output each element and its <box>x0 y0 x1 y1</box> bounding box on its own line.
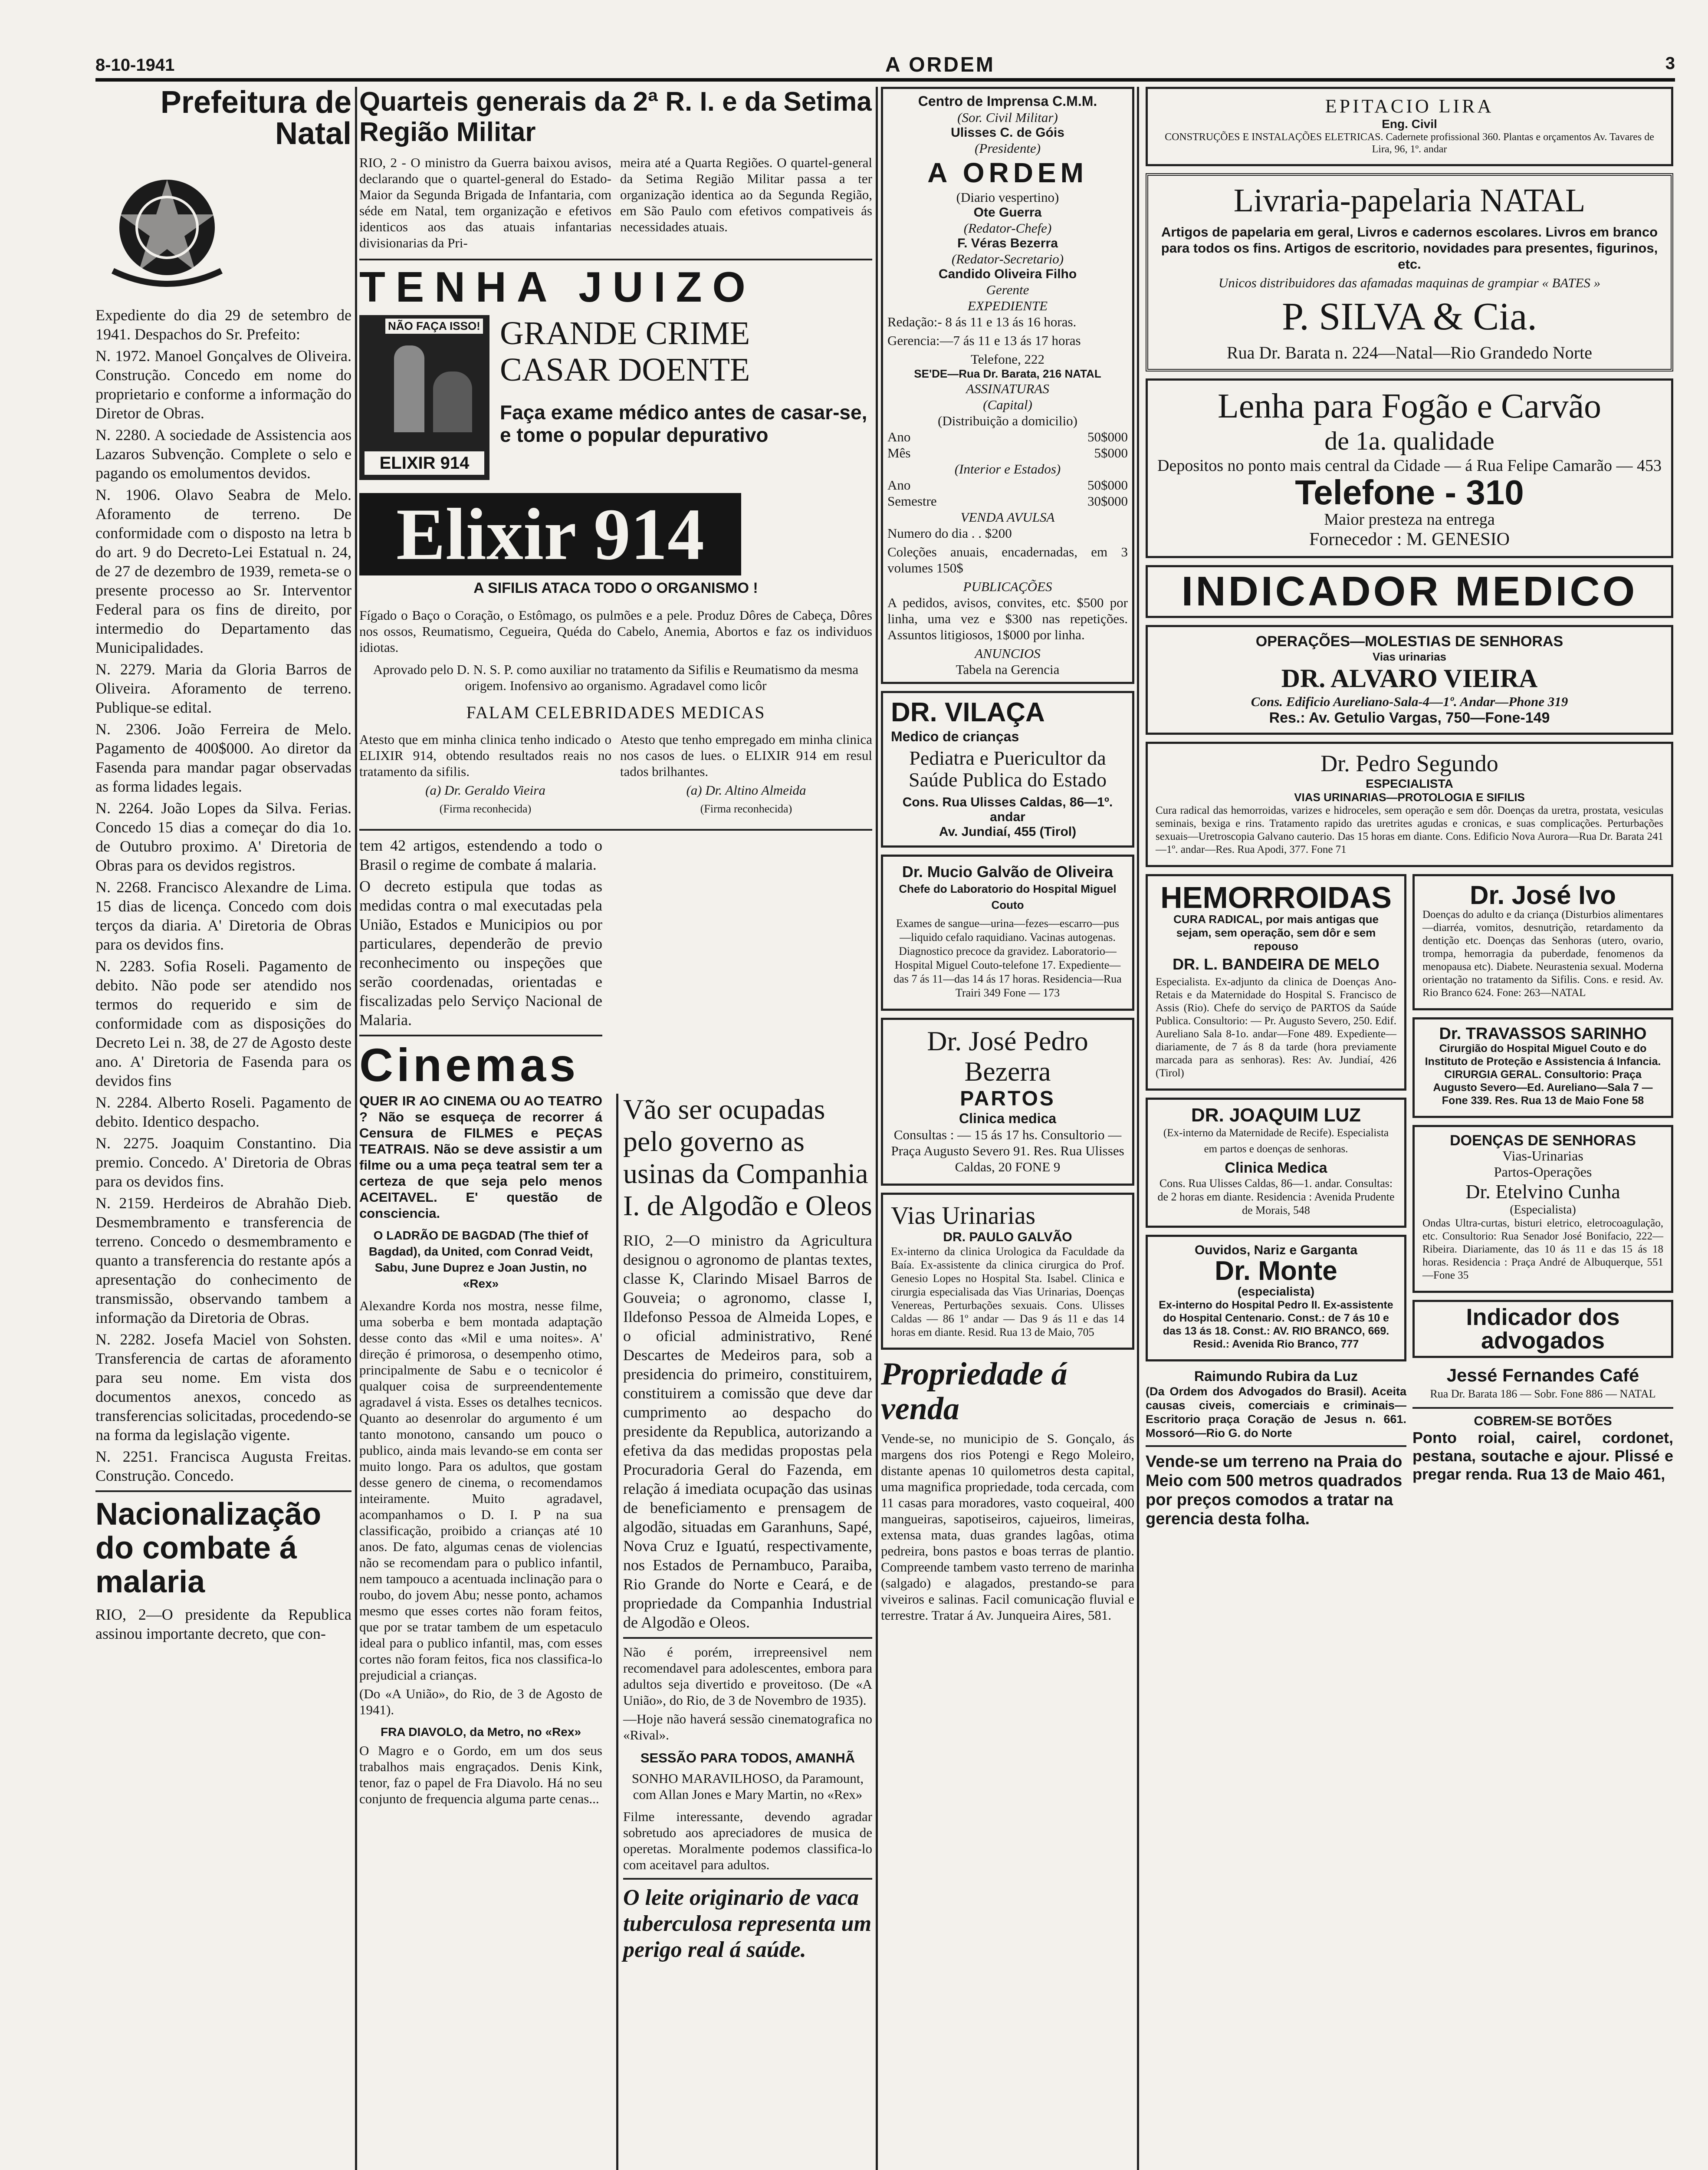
epitacio-text: CONSTRUÇÕES E INSTALAÇÕES ELETRICAS. Cadernete profissional 360. Plantas e orçamentos Av. Tavares de Lira, 96, 1º. andar <box>1165 132 1654 155</box>
column-a-ordem <box>881 87 1134 2170</box>
despacho-3: N. 1906. Olavo Seabra de Melo. Aforamento de terreno. De conformidade com o disposto na letra b do art. 9 do Decreto-Lei Estatual n. 24, de 27 de dezembro de 1939, remeta-se o presente processo ao Sr. Interventor Federal para os fins de direito, por intermedio do Departamento das Municipalidades. <box>95 486 351 656</box>
pedro-esp: ESPECIALISTA <box>1366 777 1453 790</box>
redator: (Redator-Chefe) <box>963 220 1052 236</box>
malaria-title: Nacionalização do combate á malaria <box>95 1497 322 1599</box>
price-row: Mês 5$000 <box>887 445 1128 460</box>
vias-title: Vias Urinarias <box>891 1201 1036 1230</box>
column-rule <box>876 87 878 2170</box>
ad-dr-jose-ivo <box>1412 874 1673 1010</box>
ad-dr-alvaro <box>1146 625 1673 735</box>
price-row: Ano 50$000 <box>887 429 1128 444</box>
fra-diavolo-text: O Magro e o Gordo, em um dos seus trabalhos mais engraçados. Denis Kink, tenor, faz o papel de Fra Diavolo. Há no seu conjunto de frequencia alguma parte cenas... <box>359 1743 602 1806</box>
mucio-name: Dr. Mucio Galvão de Oliveira <box>902 863 1113 881</box>
despacho-5: N. 2306. João Ferreira de Melo. Pagamento de 400$000. Ao diretor da Fasenda para mandar pagar observadas as forma lidades legais. <box>95 720 351 795</box>
ad-vias-urinarias <box>881 1193 1134 1350</box>
tabela: Tabela na Gerencia <box>956 662 1060 677</box>
page-header <box>95 52 1675 82</box>
cinemas-source: (Do «A União», do Rio, de 3 de Agosto de 1941). <box>359 1686 602 1717</box>
pres: (Presidente) <box>974 141 1041 156</box>
assinaturas: ASSINATURAS <box>966 381 1049 396</box>
alvaro-res: Res.: Av. Getulio Vargas, 750—Fone-149 <box>1269 710 1550 726</box>
anuncios: ANUNCIOS <box>975 646 1041 661</box>
quarteis-left: RIO, 2 - O ministro da Guerra baixou avisos, declarando que o quartel-general do Estado-Maior da Segunda Brigada de Infantaria, com séde em Natal, tem organização e efetivos identicos aos das atuais infantarias divisionarias da Pri- <box>359 155 611 250</box>
sonho-text: Filme interessante, devendo agradar sobretudo aos apreciadores de musica de operetas. Moralmente podemos classifica-lo com aceitavel para adultos. <box>623 1809 872 1872</box>
diario: (Diario vespertino) <box>956 190 1059 205</box>
elixir-brand: Elixir 914 <box>359 493 741 575</box>
cobrem-text: Ponto roial, cairel, cordonet, pestana, soutache e ajour. Plissé e pregar renda. Rua 13 de Maio 461, <box>1412 1429 1673 1483</box>
mucio-sub: Chefe do Laboratorio do Hospital Miguel Couto <box>899 882 1117 911</box>
centro-sub: (Sor. Civil Militar) <box>957 110 1058 125</box>
malaria-cont-2: O decreto estipula que todas as medidas contra o mal executadas pela União, Estados e Municipios ou por particulares, dependerão de previo reconhecimento ou inspeções que serão coordenadas, orientadas e fiscalizadas pelo Serviço Nacional de Malaria. <box>359 878 602 1029</box>
issue-date: 8-10-1941 <box>95 56 175 75</box>
cinemas-cont-2: —Hoje não haverá sessão cinematografica no «Rival». <box>623 1711 872 1743</box>
column-prefeitura <box>95 87 351 2170</box>
monte-text: Ex-interno do Hospital Pedro II. Ex-assistente do Hospital Centenario. Const.: de 7 ás 10 e das 13 ás 18. Const.: AV. RIO BRANCO, 669. Resid.: Avenida Rio Branco, 777 <box>1159 1299 1393 1350</box>
testimonial-left-text: Atesto que em minha clinica tenho indicado o ELIXIR 914, obtendo resultados reais no tratamento da sifilis. <box>359 732 611 779</box>
colecoes: Coleções anuais, encadernadas, em 3 volumes 150$ <box>887 544 1128 575</box>
tenha-juizo-headline: TENHA JUIZO <box>359 263 756 311</box>
epitacio-sub: Eng. Civil <box>1382 117 1437 131</box>
despacho-12: N. 2282. Josefa Maciel von Sohsten. Transferencia de cartas de aforamento para seu nome. Em vista dos documentos anexos, concedo as transferencias solicitadas, procedendo-se na forma da legislação vigente. <box>95 1331 351 1443</box>
gerencia: Gerencia:—7 ás 11 e 13 ás 17 horas <box>887 333 1081 348</box>
publicacoes: PUBLICAÇÕES <box>963 579 1052 594</box>
ad-epitacio <box>1146 87 1673 166</box>
raimundo-name: Raimundo Rubira da Luz <box>1194 1368 1358 1384</box>
ad-lenha <box>1146 378 1673 558</box>
fra-diavolo-title: FRA DIAVOLO, da Metro, no «Rex» <box>380 1725 581 1739</box>
ad-livraria <box>1146 173 1673 372</box>
ad-dr-monte <box>1146 1235 1406 1361</box>
column-ads <box>1146 87 1673 2170</box>
hemo-text: Especialista. Ex-adjunto da clinica de Doenças Ano-Retais e da Maternidade do Hospital S. Francisco de Assis (Rio). Chefe do serviço de PARTOS da Saúde Publica. Consultorio: — Pr. Augusto Severo, 250. Edif. Aureliano Sala 8-1o. andar—Fone 489. Expediente—diariamente, de 7 ás 8 da tarde (hora previamente marcada para as senhoras). Res: Av. Jundiaí, 426 (Tirol) <box>1156 976 1396 1079</box>
testimonial-right <box>620 731 872 819</box>
hemo-sub: CURA RADICAL, por mais antigas que sejam, sem operação, sem dôr e sem repouso <box>1173 913 1379 953</box>
ad-bottle-label: ELIXIR 914 <box>365 451 484 475</box>
joaquim-clin: Clinica Medica <box>1225 1160 1327 1176</box>
sifilis-headline: A SIFILIS ATACA TODO O ORGANISMO ! <box>473 580 758 596</box>
vende-terreno: Vende-se um terreno na Praia do Meio com 500 metros quadrados por preços comodos a tratar na gerencia desta folha. <box>1146 1453 1403 1528</box>
ad-dr-vilaca <box>881 691 1134 848</box>
ad-propriedade <box>881 1357 1134 1623</box>
vilaca-name: DR. VILAÇA <box>891 697 1045 727</box>
price-row: Ano 50$000 <box>887 477 1128 493</box>
despacho-11: N. 2159. Herdeiros de Abrahão Dieb. Desmembramento e transferencia de terreno. Concedo o desmembramento e quanto a transferencia do restante após a apresentação do conhecimento de transmissão, observando tambem a informação da Diretoria de Obras. <box>95 1194 351 1326</box>
pedro-name: Dr. Pedro Segundo <box>1320 750 1498 776</box>
alvaro-heading: OPERAÇÕES—MOLESTIAS DE SENHORAS <box>1255 633 1563 650</box>
ad-dr-mucio <box>881 855 1134 1011</box>
quarteis-title: Quarteis generais da 2ª R. I. e da Setima Região Militar <box>359 87 872 147</box>
testimonial-left-doctor: (a) Dr. Geraldo Vieira <box>425 783 545 798</box>
hemo-name: DR. L. BANDEIRA DE MELO <box>1173 955 1380 973</box>
casar-doente: CASAR DOENTE <box>500 352 750 388</box>
expediente: EXPEDIENTE <box>967 298 1048 313</box>
lenha-presteza: Maior presteza na entrega <box>1324 510 1495 529</box>
cinemas-cont-1: Não é porém, irrepreensivel nem recomendavel para adolescentes, embora para adultos seja divertido e proveitoso. (De «A União», do Rio, de 3 de Novembro de 1935). <box>623 1644 872 1708</box>
doencas-partos: Partos-Operações <box>1494 1164 1592 1180</box>
psilva: P. SILVA & Cia. <box>1282 295 1537 338</box>
vias-name: DR. PAULO GALVÃO <box>943 1230 1072 1244</box>
column-rule <box>1137 87 1139 2170</box>
distrib: (Distribuição a domicilio) <box>938 413 1077 428</box>
mucio-text: Exames de sangue—urina—fezes—escarro—pus—liquido cefalo raquidiano. Vacinas autogenas. Diagnostico precoce da gravidez. Laboratorio—Hospital Miguel Couto-telefone 17. Expediente—das 7 ás 11—das 14 ás 17 horas. Residencia—Rua Trairi 349 Fone — 173 <box>893 917 1122 999</box>
publicacoes-text: A pedidos, avisos, convites, etc. $500 por linha, uma vez e $300 nas repetições. Assuntos litigiosos, 1$000 por linha. <box>887 595 1128 642</box>
veras: F. Véras Bezerra <box>957 236 1058 250</box>
page-number: 3 <box>1665 54 1675 73</box>
interior: (Interior e Estados) <box>954 461 1061 477</box>
ad-doencas-senhoras <box>1412 1125 1673 1293</box>
ad-dr-jose-pedro <box>881 1018 1134 1186</box>
ad-hemorroidas <box>1146 874 1406 1091</box>
falam-celebridades: FALAM CELEBRIDADES MEDICAS <box>466 703 765 722</box>
indicador-advogados <box>1412 1300 1673 1358</box>
despacho-6: N. 2264. João Lopes da Silva. Ferias. Concedo 15 dias a começar do dia 1o. de Outubro proximo. A' Diretoria de Obras para os devidos registros. <box>95 799 351 874</box>
a-ordem-expediente <box>881 87 1134 684</box>
jose-pedro-clin: Clinica medica <box>959 1111 1057 1126</box>
etelvino-text: Ondas Ultra-curtas, bisturi eletrico, eletrocoagulação, etc. Consultorio: Rua Senador José Bonifacio, 222—Ribeira. Diariamente, das 10 ás 11 e das 15 ás 18 horas. Residencia : Praça André de Albuquerque, 551—Fone 35 <box>1422 1217 1663 1281</box>
monte-esp: (especialista) <box>1237 1285 1315 1298</box>
pedro-vias: VIAS URINARIAS—PROTOLOGIA E SIFILIS <box>1294 791 1525 804</box>
travassos-text: Cirurgião do Hospital Miguel Couto e do Instituto de Proteção e Assistencia á Infancia. CIRURGIA GERAL. Consultorio: Praça Augusto Severo—Ed. Aureliano—Sala 7 — Fone 339. Res. Rua 13 de Maio Fone 58 <box>1425 1042 1661 1107</box>
malaria-text: RIO, 2—O presidente da Republica assinou importante decreto, que con- <box>95 1606 351 1642</box>
candido: Candido Oliveira Filho <box>938 267 1077 281</box>
despacho-1: N. 1972. Manoel Gonçalves de Oliveira. Construção. Concedo em nome do proprietario e conforme a informação do Diretor de Obras. <box>95 347 351 422</box>
ad-illustration <box>359 315 489 480</box>
ad-sign-text: NÃO FAÇA ISSO! <box>385 319 483 334</box>
centro-imprensa: Centro de Imprensa C.M.M. <box>918 93 1097 109</box>
ivo-text: Doenças do adulto e da criança (Disturbios alimentares—diarréa, vomitos, desnutrição, retardamento da dentição etc. Doenças das Senhoras (utero, ovario, trompa, hemorragia da puberdade, fenomenos da menopausa etc). Diabete. Neurastenia sexual. Moderna orientação no tratamento da Sifilis. Cons. e resid. Av. Rio Branco 624. Fone: 263—NATAL <box>1422 909 1663 999</box>
prefeitura-title: Prefeitura de Natal <box>160 87 351 151</box>
cobrem-title: COBREM-SE BOTÕES <box>1474 1414 1612 1428</box>
lenha-title: Lenha para Fogão e Carvão <box>1217 387 1602 425</box>
ote-guerra: Ote Guerra <box>973 205 1042 220</box>
raimundo-text: (Da Ordem dos Advogados do Brasil). Aceita causas civeis, comerciais e criminais—Escritorio praça Coração de Jesus n. 661. Mossoró—Rio G. do Norte <box>1146 1385 1406 1440</box>
monte-name: Dr. Monte <box>1215 1256 1337 1286</box>
ivo-name: Dr. José Ivo <box>1470 881 1616 910</box>
alvaro-vias: Vias urinarias <box>1372 650 1447 663</box>
lenha-qualidade: de 1a. qualidade <box>1324 427 1494 455</box>
lenha-deposito: Depositos no ponto mais central da Cidade — á Rua Felipe Camarão — 453 <box>1157 457 1662 475</box>
cinemas-notice: QUER IR AO CINEMA OU AO TEATRO ? Não se esqueça de recorrer á Censura de FILMES e PEÇAS TEATRAIS. Não se deve assistir a um filme ou a uma peça teatral sem ter a certeza de que seja pelo menos ACEITAVEL. E' questão de consciencia. <box>359 1093 602 1221</box>
column-rule <box>355 87 357 2170</box>
gerente: Gerente <box>986 282 1029 297</box>
testimonial-right-doctor: (a) Dr. Altino Almeida <box>686 783 806 798</box>
sonho-maravilhoso: SONHO MARAVILHOSO, da Paramount, com Allan Jones e Mary Martin, no «Rex» <box>631 1771 864 1802</box>
jose-pedro-spec: PARTOS <box>960 1087 1055 1110</box>
monte-heading: Ouvidos, Nariz e Garganta <box>1194 1243 1358 1257</box>
doencas-vias: Vias-Urinarias <box>1502 1148 1583 1164</box>
price-row: Semestre 30$000 <box>887 493 1128 509</box>
ad-dr-joaquim-luz <box>1146 1098 1406 1228</box>
vilaca-spec: Medico de crianças <box>891 729 1019 744</box>
ad-organs-text: Fígado o Baço o Coração, o Estômago, os pulmões e a pele. Produz Dôres de Cabeça, Dôres nos ossos, Reumatismo, Cegueira, Quéda do Cabelo, Anemia, Abortos e faz os individuos idiotas. <box>359 608 872 655</box>
cinemas-title: Cinemas <box>359 1039 579 1091</box>
numero-dia: Numero do dia . . $200 <box>887 526 1012 541</box>
jose-pedro-text: Consultas : — 15 ás 17 hs. Consultorio — Praça Augusto Severo 91. Res. Rua Ulisses Caldas, 20 FONE 9 <box>891 1127 1124 1174</box>
vilaca-res: Av. Jundiaí, 455 (Tirol) <box>939 825 1077 839</box>
sec: (Redator-Secretario) <box>951 251 1064 266</box>
cinemas-review: Alexandre Korda nos mostra, nesse filme, uma soberba e bem montada adaptação desse conto das «Mil e uma noites». A' direção é primorosa, o desempenho otimo, principalmente de Sabu e o tecnicolor é qualquer coisa de surpreendentemente agradavel á vista. Esses os detalhes tecnicos. Quanto ao desenrolar do argumento é um tanto monotono, cansando um pouco o publico, ainda mais levando-se em conta ser muito longo. Para os adultos, que gostam desse genero de cinema, o recomendamos inteiramente. Muito agradavel, acompanhamos o D. I. P na sua classificação, proibido a crianças até 10 anos. De fato, algumas cenas de violencias não se recomendam para o publico infantil, nem tampouco a acentuada inclinação para o roubo, do jovem Abu; nesse ponto, achamos mesmo que esses cortes não foram feitos, que por se tratar tambem de um espetaculo ideal para o publico infantil, mas, com esses cortes não foram feitos, fica nos classifica-lo prejudicial a crianças. <box>359 1298 602 1683</box>
prop-title: Propriedade á venda <box>881 1356 1068 1427</box>
jesse-text: Rua Dr. Barata 186 — Sobr. Fone 886 — NATAL <box>1430 1387 1656 1400</box>
ulisses: Ulisses C. de Góis <box>951 125 1064 140</box>
sede: SE'DE—Rua Dr. Barata, 216 NATAL <box>914 367 1101 380</box>
indicador-title: INDICADOR MEDICO <box>1181 568 1638 615</box>
grande-crime: GRANDE CRIME <box>500 315 750 352</box>
emblem-image <box>95 162 239 293</box>
sessao-title: SESSÃO PARA TODOS, AMANHÃ <box>640 1750 855 1766</box>
lenha-telefone: Telefone - 310 <box>1295 473 1524 512</box>
livraria-addr: Rua Dr. Barata n. 224—Natal—Rio Grandedo Norte <box>1226 343 1592 362</box>
leite-notice: O leite originario de vaca tuberculosa representa um perigo real á saúde. <box>623 1885 872 1962</box>
jesse-name: Jessé Fernandes Café <box>1446 1365 1639 1385</box>
vilaca-text: Pediatra e Puericultor da Saúde Publica do Estado <box>908 747 1107 791</box>
vao-title: Vão ser ocupadas pelo governo as usinas da Companhia I. de Algodão e Oleos <box>623 1094 872 1222</box>
vilaca-cons: Cons. Rua Ulisses Caldas, 86—1º. andar <box>902 795 1113 824</box>
alvaro-name: DR. ALVARO VIEIRA <box>1281 664 1538 693</box>
testimonial-left <box>359 731 611 819</box>
vias-text: Ex-interno da clinica Urologica da Faculdade da Baía. Ex-assistente da clinica cirurgica do Prof. Genesio Lopes no Hospital Sta. Isabel. Clinica e cirurgia especialisada das Vias Urinarias, Doenças Venereas, Perturbações sexuais. Cons. Ulisses Caldas — 86 1º andar — Das 9 ás 11 e das 14 horas em diante. Resid. Rua 13 de Maio, 705 <box>891 1245 1124 1338</box>
ordem-title: A ORDEM <box>927 157 1088 188</box>
despacho-4: N. 2279. Maria da Gloria Barros de Oliveira. Aforamento de terreno. Publique-se edital. <box>95 661 351 716</box>
ad-raimundo <box>1146 1368 1406 1440</box>
vao-text: RIO, 2—O ministro da Agricultura designou o agronomo de plantas textes, classe K, Clarindo Misael Barros de Gouveia; o agronomo, classe I, Ildefonso Pessoa de Almeida Lopes, e o oficial administrativo, René Descartes de Medeiros para, sob a presidencia do primeiro, constituirem, constituirem a comissão que deve dar cumprimento ao despacho do presidente da Republica, autorizando a efetiva da das medidas propostas pela Procuradoria Geral do Fazenda, em relação á imediata ocupação das usinas de beneficiamento e prensagem de algodão, situadas em Garanhuns, Sapé, Nova Cruz e Iguatú, respectivamente, nos Estados de Pernambuco, Paraiba, Rio Grande do Norte e Ceará, e de propriedade da Companhia Industrial de Algodão e Oleos. <box>623 1232 872 1631</box>
jose-pedro-name: Dr. José Pedro Bezerra <box>927 1026 1088 1087</box>
joaquim-text: (Ex-interno da Maternidade de Recife). Especialista em partos e doenças de senhoras. <box>1163 1127 1389 1155</box>
epitacio-name: EPITACIO LIRA <box>1325 95 1494 117</box>
ads-right <box>1412 874 1673 1529</box>
pedro-text: Cura radical das hemorroidas, varizes e hidroceles, sem operação e sem dôr. Doenças da uretra, prostata, vesiculas seminais, bexiga e rins. Tratamento rapido das uretrites agudas e cronicas, e suas complicações. Perturbações sexuais—Uretroscopia Galvano cauterio. Das 15 horas em diante. Cons. Edificio Nova Aurora—Rua Dr. Barata 241—1º. andar—Res. Rua Apodi, 377. Fone 71 <box>1156 805 1663 855</box>
prefeitura-intro: Expediente do dia 29 de setembro de 1941. Despachos do Sr. Prefeito: <box>95 306 351 343</box>
despacho-9: N. 2284. Alberto Roseli. Pagamento de debito. Identico despacho. <box>95 1094 351 1130</box>
ad-exam-text: Faça exame médico antes de casar-se, e tome o popular depurativo <box>500 401 867 446</box>
testimonial-right-text: Atesto que tenho empregado em minha clinica nos casos de lues. o ELIXIR 914 em resul tados brilhantes. <box>620 732 872 779</box>
hemo-title: HEMORROIDAS <box>1160 881 1392 914</box>
ads-two-column <box>1146 874 1673 1529</box>
despacho-13: N. 2251. Francisca Augusta Freitas. Construção. Concedo. <box>95 1448 351 1484</box>
venda-avulsa: VENDA AVULSA <box>960 510 1055 525</box>
livraria-title: Livraria-papelaria NATAL <box>1233 182 1586 219</box>
etelvino-name: Dr. Etelvino Cunha <box>1465 1180 1620 1203</box>
despacho-10: N. 2275. Joaquim Constantino. Dia premio. Concedo. A' Diretoria de Obras para os devidos fins. <box>95 1134 351 1190</box>
alvaro-cons: Cons. Edificio Aureliano-Sala-4—1º. Andar—Phone 319 <box>1251 694 1568 709</box>
joaquim-name: DR. JOAQUIM LUZ <box>1191 1105 1361 1126</box>
travassos-name: Dr. TRAVASSOS SARINHO <box>1439 1025 1647 1043</box>
livraria-dist: Unicos distribuidores das afamadas maquinas de grampiar « BATES » <box>1218 275 1601 290</box>
malaria-cont-1: tem 42 artigos, estendendo a todo o Brasil o regime de combate á malaria. <box>359 837 602 873</box>
lenha-fornecedor: Fornecedor : M. GENESIO <box>1309 529 1510 549</box>
etelvino-esp: (Especialista) <box>1510 1203 1576 1217</box>
ad-dr-pedro-segundo <box>1146 742 1673 867</box>
testimonial-left-firma: (Firma reconhecida) <box>439 802 532 815</box>
masthead: A ORDEM <box>885 53 995 76</box>
ad-approval: Aprovado pelo D. N. S. P. como auxiliar no tratamento da Sifilis e Reumatismo da mesma origem. Inofensivo ao organismo. Agradavel como licôr <box>373 662 859 693</box>
joaquim-cons: Cons. Rua Ulisses Caldas, 86—1. andar. Consultas: de 2 horas em diante. Residencia : Avenida Prudente de Morais, 548 <box>1157 1177 1395 1217</box>
quarteis-right: meira até a Quarta Regiões. O quartel-general da Setima Região Militar passa a ter organização identica ao da Segunda Região, em São Paulo com efetivos compativeis ás necessidades atuais. <box>620 155 872 234</box>
ind-adv-title: Indicador dos advogados <box>1466 1304 1620 1354</box>
ad-dr-travassos <box>1412 1017 1673 1118</box>
capital: (Capital) <box>983 397 1032 412</box>
despacho-8: N. 2283. Sofia Roseli. Pagamento de debito. Não pode ser atendido nos termos do requerido e sim de conformidade com as disposições do Decreto Lei n. 38, de 27 de Agosto deste ano. A' Diretoria de Fasenda para os devidos fins <box>95 957 351 1089</box>
doencas-title: DOENÇAS DE SENHORAS <box>1450 1132 1636 1149</box>
ads-left <box>1146 874 1406 1529</box>
prop-text: Vende-se, no municipio de S. Gonçalo, ás margens dos rios Potengi e Rego Moleiro, distante apenas 10 quilometros desta capital, uma magnifica propriedade, toda cercada, com 11 casas para moradores, vasto coqueiral, 400 mangueiras, sapotiseiros, cajueiros, limeiras, extensa mata, duas grandes lagôas, otima pedreira, bons pastos e boas terras de plantio. Compreende tambem vasto terreno de marinha (salgado) e alagados, prestando-se para viveiros e salinas. Facil comunicação fluvial e terrestre. Tratar á Av. Junqueira Aires, 581. <box>881 1431 1134 1623</box>
redacao: Redação:- 8 ás 11 e 13 ás 16 horas. <box>887 314 1077 329</box>
indicador-medico <box>1146 565 1673 618</box>
despacho-2: N. 2280. A sociedade de Assistencia aos Lazaros Subvenção. Complete o selo e pagando os emolumentos devidos. <box>95 426 351 482</box>
testimonial-right-firma: (Firma reconhecida) <box>700 802 792 815</box>
ladrao-de-bagdad: O LADRÃO DE BAGDAD (The thief of Bagdad), da United, com Conrad Veidt, Sabu, June Duprez e Joan Justin, no «Rex» <box>368 1229 593 1290</box>
telefone: Telefone, 222 <box>971 352 1045 367</box>
livraria-text: Artigos de papelaria em geral, Livros e cadernos escolares. Livros em branco para todos os fins. Artigos de escritorio, novidades para presentes, figurinos, etc. <box>1161 224 1658 272</box>
despacho-7: N. 2268. Francisco Alexandre de Lima. 15 dias de licença. Concedo com dois terços da diaria. A' Diretoria de Obras para os devidos fins. <box>95 878 351 953</box>
column-vao-ser-ocupadas <box>616 1094 872 2170</box>
